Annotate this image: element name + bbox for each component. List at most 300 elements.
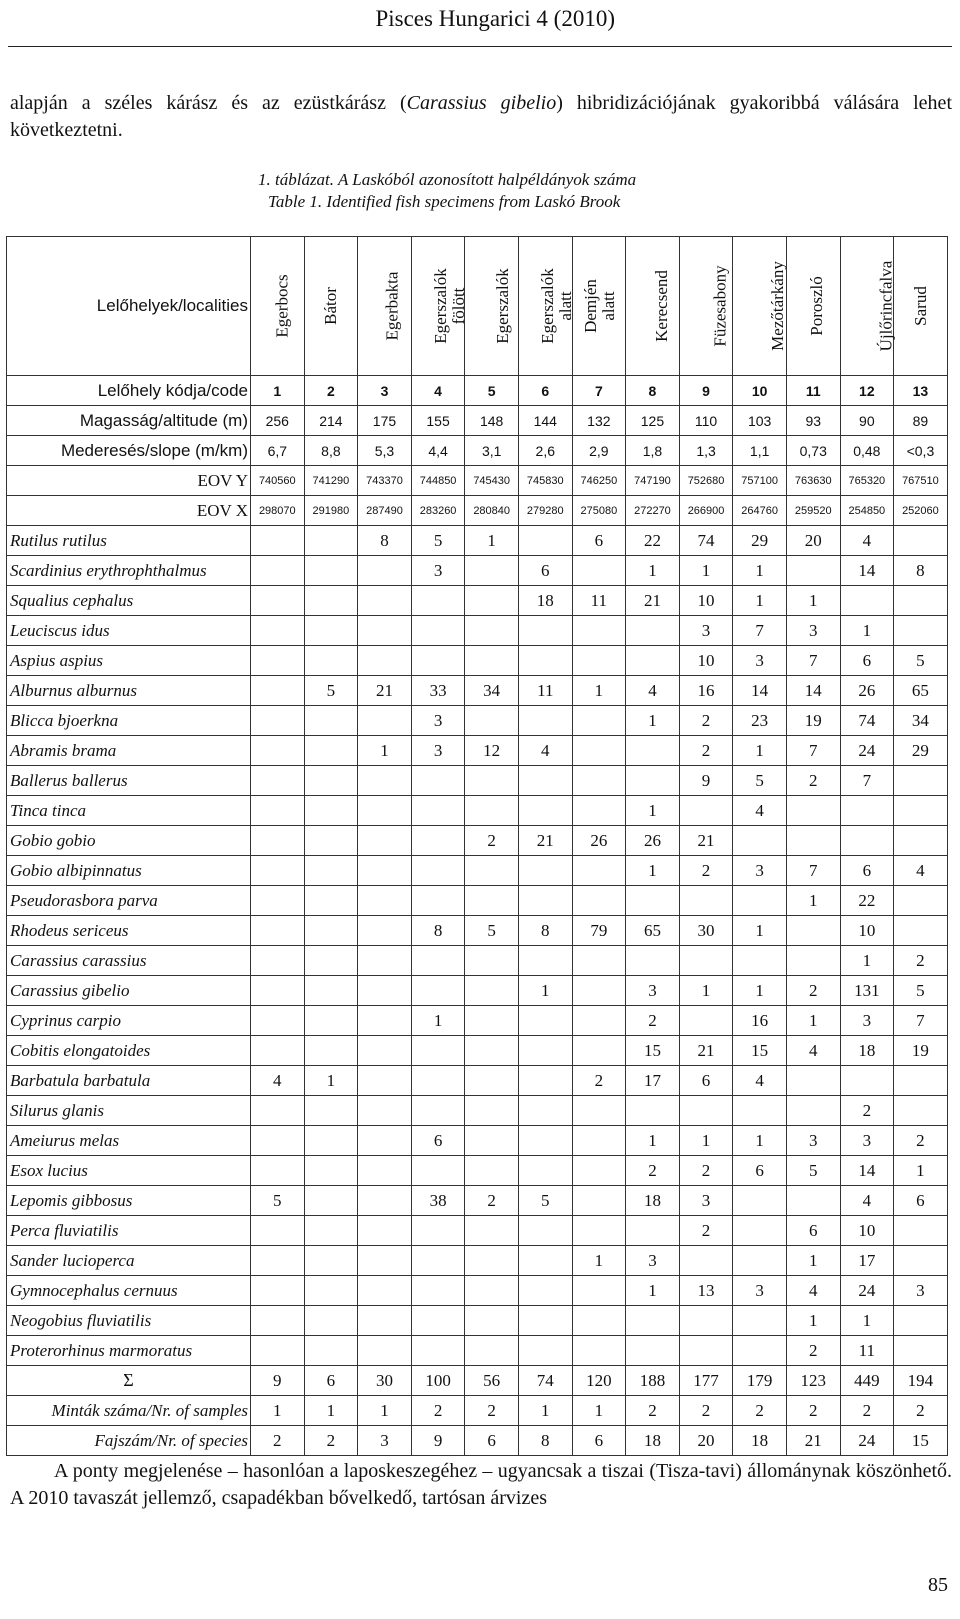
count-cell (894, 826, 948, 856)
count-cell: 16 (733, 1006, 787, 1036)
count-cell (251, 676, 305, 706)
species-row (7, 1006, 948, 1036)
summary-cell: 6 (465, 1426, 519, 1456)
count-cell (251, 1216, 305, 1246)
summary-cell: 30 (358, 1366, 412, 1396)
count-cell (786, 1096, 840, 1126)
count-cell (465, 1066, 519, 1096)
count-cell (251, 916, 305, 946)
summary-cell: 2 (304, 1426, 358, 1456)
count-cell: 26 (626, 826, 680, 856)
count-cell: 6 (572, 526, 626, 556)
species-row (7, 1036, 948, 1066)
species-row (7, 766, 948, 796)
count-cell: 8 (894, 556, 948, 586)
meta-cell: 214 (304, 406, 358, 436)
count-cell: 5 (894, 976, 948, 1006)
count-cell (358, 856, 412, 886)
count-cell (411, 1066, 465, 1096)
count-cell (411, 1036, 465, 1066)
count-cell (358, 976, 412, 1006)
count-cell: 131 (840, 976, 894, 1006)
count-cell: 10 (679, 646, 733, 676)
summary-cell: 194 (894, 1366, 948, 1396)
count-cell: 2 (894, 946, 948, 976)
summary-cell: 21 (786, 1426, 840, 1456)
count-cell: 6 (786, 1216, 840, 1246)
summary-label: Σ (7, 1366, 251, 1396)
count-cell: 3 (786, 616, 840, 646)
meta-cell: 110 (679, 406, 733, 436)
count-cell (465, 1306, 519, 1336)
species-row (7, 916, 948, 946)
summary-cell: 2 (840, 1396, 894, 1426)
count-cell: 2 (626, 1156, 680, 1186)
count-cell: 17 (840, 1246, 894, 1276)
summary-label: Fajszám/Nr. of species (7, 1426, 251, 1456)
species-name: Neogobius fluviatilis (7, 1306, 251, 1336)
count-cell (572, 856, 626, 886)
count-cell: 3 (894, 1276, 948, 1306)
locality-name (877, 261, 895, 352)
count-cell (518, 1306, 572, 1336)
count-cell (411, 796, 465, 826)
count-cell (572, 1186, 626, 1216)
count-cell (465, 556, 519, 586)
meta-cell: 1 (251, 376, 305, 406)
species-name: Squalius cephalus (7, 586, 251, 616)
meta-cell: 279280 (518, 496, 572, 526)
summary-cell: 2 (251, 1426, 305, 1456)
count-cell (358, 646, 412, 676)
count-cell (518, 646, 572, 676)
count-cell (786, 556, 840, 586)
species-row (7, 736, 948, 766)
count-cell: 4 (733, 796, 787, 826)
summary-cell: 56 (465, 1366, 519, 1396)
count-cell: 8 (518, 916, 572, 946)
count-cell (626, 736, 680, 766)
count-cell (358, 1276, 412, 1306)
count-cell (358, 1156, 412, 1186)
species-row (7, 1066, 948, 1096)
count-cell (572, 736, 626, 766)
count-cell: 5 (251, 1186, 305, 1216)
count-cell (358, 1336, 412, 1366)
locality-header (786, 237, 840, 376)
count-cell (733, 1216, 787, 1246)
meta-cell: 10 (733, 376, 787, 406)
count-cell: 3 (626, 976, 680, 1006)
count-cell (572, 1156, 626, 1186)
count-cell (894, 766, 948, 796)
count-cell (411, 616, 465, 646)
meta-cell: 740560 (251, 466, 305, 496)
count-cell: 18 (626, 1186, 680, 1216)
meta-cell: 752680 (679, 466, 733, 496)
count-cell: 1 (786, 886, 840, 916)
species-row (7, 856, 948, 886)
count-cell (304, 946, 358, 976)
meta-row (7, 436, 948, 466)
meta-cell: 3 (358, 376, 412, 406)
species-name: Gymnocephalus cernuus (7, 1276, 251, 1306)
species-name: Sander lucioperca (7, 1246, 251, 1276)
table-caption-en: Table 1. Identified fish specimens from Laskó Brook (268, 192, 621, 211)
locality-header (251, 237, 305, 376)
meta-cell: 747190 (626, 466, 680, 496)
count-cell (358, 826, 412, 856)
count-cell (894, 796, 948, 826)
summary-cell: 2 (626, 1396, 680, 1426)
count-cell (358, 1186, 412, 1216)
count-cell: 3 (786, 1126, 840, 1156)
count-cell: 24 (840, 736, 894, 766)
count-cell: 1 (679, 976, 733, 1006)
count-cell: 1 (572, 676, 626, 706)
count-cell (465, 646, 519, 676)
count-cell (840, 796, 894, 826)
count-cell (518, 1126, 572, 1156)
count-cell (465, 616, 519, 646)
count-cell (894, 1216, 948, 1246)
count-cell: 3 (411, 706, 465, 736)
species-row (7, 976, 948, 1006)
species-row (7, 616, 948, 646)
locality-header (304, 237, 358, 376)
count-cell: 5 (518, 1186, 572, 1216)
count-cell (626, 646, 680, 676)
count-cell (679, 796, 733, 826)
count-cell (518, 1336, 572, 1366)
count-cell (251, 1156, 305, 1186)
count-cell (304, 1036, 358, 1066)
count-cell: 4 (626, 676, 680, 706)
count-cell (304, 856, 358, 886)
summary-cell: 24 (840, 1426, 894, 1456)
summary-cell: 18 (733, 1426, 787, 1456)
meta-cell: 743370 (358, 466, 412, 496)
meta-cell: 7 (572, 376, 626, 406)
count-cell: 30 (679, 916, 733, 946)
count-cell (251, 1276, 305, 1306)
locality-header (894, 237, 948, 376)
meta-cell: 5 (465, 376, 519, 406)
summary-row (7, 1366, 948, 1396)
count-cell (411, 1336, 465, 1366)
count-cell (894, 1096, 948, 1126)
locality-header (411, 237, 468, 376)
count-cell (304, 1126, 358, 1156)
count-cell: 5 (786, 1156, 840, 1186)
species-name: Alburnus alburnus (7, 676, 251, 706)
meta-cell: 13 (894, 376, 948, 406)
count-cell (679, 886, 733, 916)
count-cell (572, 616, 626, 646)
meta-row (7, 376, 948, 406)
species-row (7, 676, 948, 706)
meta-cell: 757100 (733, 466, 787, 496)
summary-cell: 2 (894, 1396, 948, 1426)
meta-cell: 254850 (840, 496, 894, 526)
meta-cell: 103 (733, 406, 787, 436)
locality-name (653, 270, 671, 342)
count-cell (572, 1006, 626, 1036)
species-name: Ballerus ballerus (7, 766, 251, 796)
count-cell: 1 (518, 976, 572, 1006)
count-cell (679, 946, 733, 976)
summary-cell: 20 (679, 1426, 733, 1456)
species-row (7, 706, 948, 736)
count-cell (894, 586, 948, 616)
count-cell (733, 1186, 787, 1216)
count-cell: 10 (840, 916, 894, 946)
count-cell (251, 556, 305, 586)
count-cell: 16 (679, 676, 733, 706)
count-cell (251, 1096, 305, 1126)
count-cell: 4 (786, 1276, 840, 1306)
count-cell (465, 1156, 519, 1186)
count-cell (358, 616, 412, 646)
species-name: Cobitis elongatoides (7, 1036, 251, 1066)
count-cell (465, 1336, 519, 1366)
count-cell (251, 1306, 305, 1336)
summary-cell: 9 (411, 1426, 465, 1456)
locality-name (539, 268, 575, 344)
locality-name-line: Kerecsend (652, 270, 672, 342)
count-cell (251, 616, 305, 646)
species-row (7, 646, 948, 676)
count-cell (304, 1156, 358, 1186)
locality-name-line: Egerszalók (537, 267, 557, 344)
count-cell: 3 (840, 1126, 894, 1156)
count-cell: 19 (786, 706, 840, 736)
count-cell: 4 (840, 526, 894, 556)
locality-header (626, 237, 680, 376)
count-cell (251, 1336, 305, 1366)
count-cell (894, 1336, 948, 1366)
meta-cell: <0,3 (894, 436, 948, 466)
count-cell (786, 796, 840, 826)
count-cell: 2 (465, 1186, 519, 1216)
count-cell (358, 796, 412, 826)
count-cell: 1 (626, 1276, 680, 1306)
species-name: Rutilus rutilus (7, 526, 251, 556)
locality-name-line: Egerbocs (272, 274, 292, 338)
count-cell (251, 1036, 305, 1066)
summary-cell: 1 (572, 1396, 626, 1426)
count-cell: 34 (894, 706, 948, 736)
count-cell: 1 (626, 856, 680, 886)
count-cell (572, 1336, 626, 1366)
count-cell: 1 (840, 946, 894, 976)
count-cell: 1 (572, 1246, 626, 1276)
locality-header (358, 237, 412, 376)
count-cell: 65 (894, 676, 948, 706)
count-cell (304, 646, 358, 676)
count-cell: 1 (840, 1306, 894, 1336)
locality-name-line: Sarud (910, 286, 930, 326)
count-cell (358, 886, 412, 916)
count-cell (465, 1006, 519, 1036)
meta-cell: 264760 (733, 496, 787, 526)
count-cell (411, 826, 465, 856)
count-cell: 10 (679, 586, 733, 616)
summary-cell: 3 (358, 1426, 412, 1456)
count-cell (572, 766, 626, 796)
count-cell (251, 946, 305, 976)
count-cell (465, 1126, 519, 1156)
locality-header-row (7, 237, 948, 376)
count-cell: 1 (358, 736, 412, 766)
species-row (7, 796, 948, 826)
count-cell: 5 (894, 646, 948, 676)
count-cell (626, 1216, 680, 1246)
locality-name-line: Mezőtárkány (768, 261, 788, 351)
count-cell (304, 616, 358, 646)
summary-cell: 1 (304, 1396, 358, 1426)
count-cell (572, 796, 626, 826)
meta-row-label: Mederesés/slope (m/km) (7, 436, 251, 466)
count-cell (251, 796, 305, 826)
meta-row (7, 496, 948, 526)
count-cell (304, 1306, 358, 1336)
species-name: Leuciscus idus (7, 616, 251, 646)
count-cell: 1 (626, 1126, 680, 1156)
meta-cell: 148 (465, 406, 519, 436)
species-name: Perca fluviatilis (7, 1216, 251, 1246)
summary-cell: 9 (251, 1366, 305, 1396)
meta-cell: 125 (626, 406, 680, 436)
count-cell (304, 526, 358, 556)
count-cell (411, 586, 465, 616)
species-name: Ameiurus melas (7, 1126, 251, 1156)
intro-text-post: ) hibridizációjának gyakoribbá válására lehet következtetni. (10, 92, 952, 141)
count-cell (251, 766, 305, 796)
species-row (7, 526, 948, 556)
locality-name-line: alatt (555, 290, 575, 321)
count-cell: 1 (733, 556, 787, 586)
count-cell: 1 (786, 586, 840, 616)
meta-cell: 9 (679, 376, 733, 406)
running-title: Pisces Hungarici 4 (2010) (375, 6, 615, 31)
count-cell (358, 1066, 412, 1096)
count-cell: 15 (626, 1036, 680, 1066)
count-cell (304, 916, 358, 946)
count-cell: 65 (626, 916, 680, 946)
count-cell: 5 (304, 676, 358, 706)
count-cell: 21 (626, 586, 680, 616)
count-cell: 1 (733, 916, 787, 946)
count-cell (358, 1126, 412, 1156)
meta-cell: 2 (304, 376, 358, 406)
count-cell: 26 (572, 826, 626, 856)
meta-cell: 744850 (411, 466, 465, 496)
species-name: Lepomis gibbosus (7, 1186, 251, 1216)
locality-name-line: Egerbakta (382, 271, 402, 341)
count-cell (251, 1006, 305, 1036)
count-cell (251, 886, 305, 916)
count-cell: 3 (626, 1246, 680, 1276)
count-cell: 24 (840, 1276, 894, 1306)
count-cell (679, 1096, 733, 1126)
count-cell (518, 796, 572, 826)
meta-cell: 280840 (465, 496, 519, 526)
count-cell: 6 (411, 1126, 465, 1156)
count-cell: 11 (840, 1336, 894, 1366)
count-cell (518, 1216, 572, 1246)
meta-cell: 1,3 (679, 436, 733, 466)
count-cell: 8 (358, 526, 412, 556)
count-cell: 7 (894, 1006, 948, 1036)
count-cell (411, 1096, 465, 1126)
species-row (7, 1336, 948, 1366)
species-row (7, 886, 948, 916)
count-cell: 4 (894, 856, 948, 886)
meta-cell: 3,1 (465, 436, 519, 466)
locality-name-line: fölött (448, 287, 468, 324)
count-cell (733, 1336, 787, 1366)
count-cell: 74 (840, 706, 894, 736)
count-cell (572, 886, 626, 916)
meta-cell: 12 (840, 376, 894, 406)
summary-cell: 188 (626, 1366, 680, 1396)
count-cell (304, 1186, 358, 1216)
locality-name (769, 261, 787, 351)
species-name: Pseudorasbora parva (7, 886, 251, 916)
meta-cell: 763630 (786, 466, 840, 496)
count-cell (411, 1246, 465, 1276)
species-row (7, 1096, 948, 1126)
count-cell: 3 (733, 1276, 787, 1306)
count-cell (518, 946, 572, 976)
count-cell (251, 1126, 305, 1156)
count-cell (304, 586, 358, 616)
locality-name (581, 279, 617, 333)
count-cell: 10 (840, 1216, 894, 1246)
count-cell (251, 646, 305, 676)
meta-cell: 291980 (304, 496, 358, 526)
count-cell: 33 (411, 676, 465, 706)
meta-cell: 5,3 (358, 436, 412, 466)
species-name: Carassius carassius (7, 946, 251, 976)
count-cell (304, 886, 358, 916)
count-cell (358, 1006, 412, 1036)
count-cell: 12 (465, 736, 519, 766)
count-cell: 4 (733, 1066, 787, 1096)
count-cell: 8 (411, 916, 465, 946)
count-cell: 14 (840, 556, 894, 586)
meta-cell: 8,8 (304, 436, 358, 466)
count-cell (251, 526, 305, 556)
count-cell (626, 1096, 680, 1126)
count-cell: 4 (786, 1036, 840, 1066)
species-row (7, 1246, 948, 1276)
locality-header (518, 237, 575, 376)
species-row (7, 556, 948, 586)
count-cell: 4 (840, 1186, 894, 1216)
summary-cell: 123 (786, 1366, 840, 1396)
summary-cell: 2 (411, 1396, 465, 1426)
meta-cell: 144 (518, 406, 572, 436)
count-cell (358, 946, 412, 976)
count-cell: 11 (518, 676, 572, 706)
count-cell (304, 556, 358, 586)
count-cell (733, 886, 787, 916)
count-cell: 14 (786, 676, 840, 706)
count-cell (733, 1096, 787, 1126)
count-cell (518, 706, 572, 736)
